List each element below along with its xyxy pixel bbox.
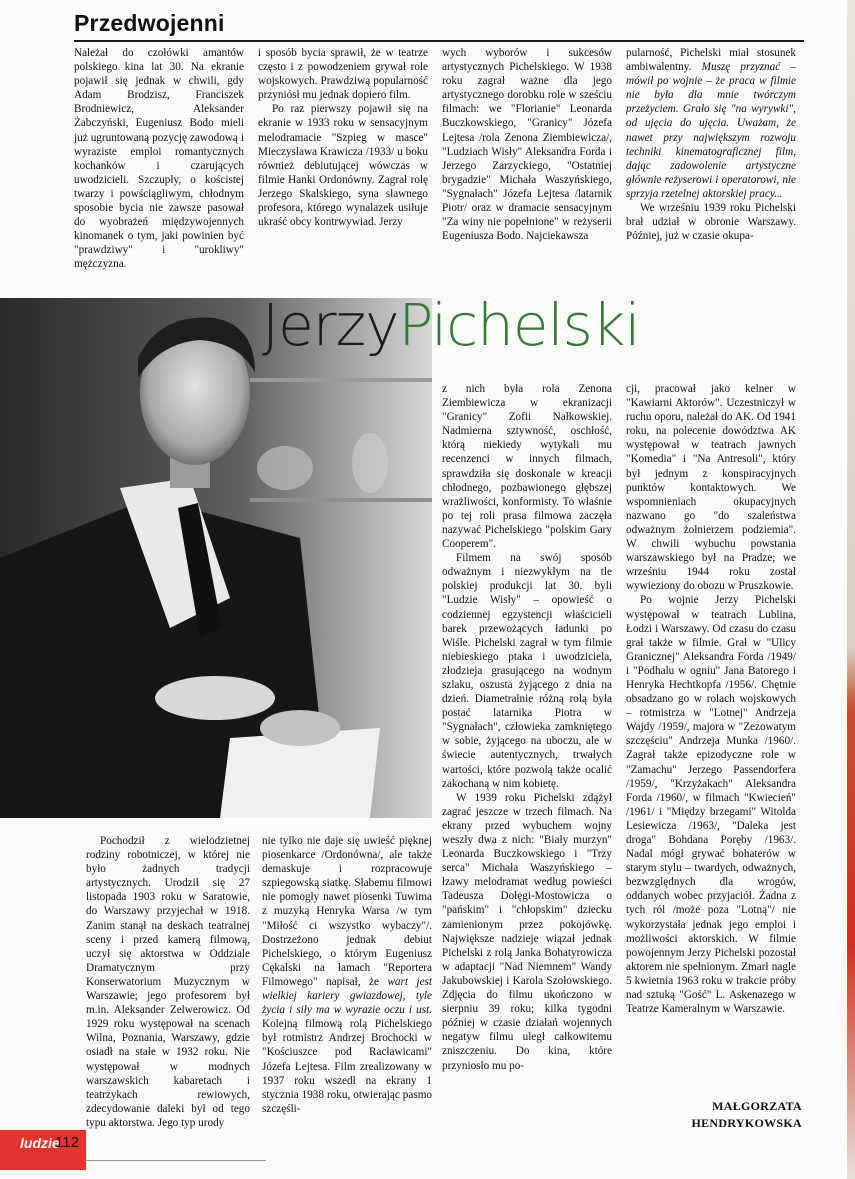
middle-column-1 bbox=[442, 382, 612, 1128]
headline-first-name: Jerzy bbox=[262, 291, 399, 359]
bottom-column-2 bbox=[262, 834, 432, 1130]
paragraph: W 1939 roku Pichelski zdążył zagrać jeszcze w trzech filmach. Na ekrany przed wybuchem wojny weszły dwa z nich: "Biały murzyn" Leonarda Buczkowskiego i "Trzy serca" Michała Waszyńskiego – łzawy melodramat według powieści Tadeusza Dołęgi-Mostowicza o "pańskim" i "chłopskim" dziecku zamienionym przez pokojówkę. Największe nadzieje wiązał jednak Pichelski z rolą Janka Bohatyrowicza w adaptacji "Nad Niemnem" Wandy Jakubowskiej i Karola Szołowskiego. Zdjęcia do filmu ukończono w sierpniu 39 roku; kilka tygodni później w czasie działań wojennych negatyw filmu uległ całkowitemu zniszczeniu. Do kina, które przyniosło mu po- bbox=[442, 791, 612, 1072]
quote: wart jest wielkiej kariery gwiazdowej, tyle życia i siły ma w wyrazie oczu i ust. bbox=[262, 975, 432, 1017]
bottom-column-1 bbox=[86, 834, 250, 1130]
title-rule bbox=[74, 40, 804, 42]
footer-rule bbox=[86, 1160, 266, 1161]
paragraph: cji, pracował jako kelner w "Kawiarni Aktorów". Uczestniczył w ruchu oporu, należał do AK. Od 1941 roku, na polecenie dowództwa AK występował w teatrach jawnych "Komedia" i "Na Antresoli", który był jednym z konspiracyjnych punktów kontaktowych. We wspomnieniach okupacyjnych nazwano go "do szaleństwa odważnym żołnierzem podziemia". W chwili wybuchu powstania warszawskiego był na Pradze; we wrześniu 1944 roku został wywieziony do obozu w Pruszkowie. bbox=[626, 383, 796, 593]
article-headline bbox=[262, 280, 722, 370]
footer-magazine-label: ludzie bbox=[20, 1135, 60, 1151]
author-last-name: HENDRYKOWSKA bbox=[691, 1116, 802, 1130]
middle-column-2 bbox=[626, 382, 796, 1094]
paragraph: Po wojnie Jerzy Pichelski występował w teatrach Lublina, Łodzi i Warszawy. Od czasu do czasu grał także w filmie. Grał w "Ulicy Granicznej" Aleksandra Forda /1949/ i "Podhalu w ogniu" Jana Batorego i Henryka Hechtkopfa /1956/. Chętnie obsadzano go w rolach wojskowych – rotmistrza w "Lotnej" Andrzeja Wajdy /1959/, majora w "Zezowatym szczęściu" Andrzeja Munka /1960/. Zagrał także epizodyczne role w "Zamachu" Jerzego Passendorfera /1959/, "Krzyżakach" Aleksandra Forda /1960/, w filmach "Kwiecień" /1961/ i "Między brzegami" Witolda Lesiewicza /1963/, "Daleka jest droga" Bohdana Poręby /1963/. Nadal mógł grywać bohaterów w starym stylu – twardych, odważnych, bezwzględnych dla wrogów, oddanych wobec przyjaciół. Żadna z tych ról /może poza "Lotną"/ nie wykorzystała jednak jego emploi i możliwości aktorskich. W filmie powojennym Jerzy Pichelski pozostał aktorem nie spełnionym. Zmarł nagle 5 kwietnia 1963 roku w trakcie próby nad sztuką "Gość" L. Askenazego w Teatrze Kameralnym w Warszawie. bbox=[626, 594, 796, 1016]
author-first-name: MAŁGORZATA bbox=[712, 1099, 802, 1113]
portrait-illustration bbox=[0, 298, 432, 818]
paragraph: Filmem na swój sposób odważnym i niezwykłym na tle polskiej produkcji lat 30. byli "Ludzie Wisły" – opowieść o codziennej egzystencji właścicieli barek przewożących ładunki po Wiśle. Pichelski zagrał w tym filmie niebieskiego ptaka i uwodziciela, złodzieja grasującego na wodnym szlaku, oszusta żyjącego z dnia na dzień. Diametralnie różną rolą była postać latarnika Piotra w "Sygnałach", człowieka zamkniętego w sobie, żyjącego na uboczu, ale w świecie autentycznych, trwałych wartości, które pozwolą także ocalić zakochaną w nim kobietę. bbox=[442, 552, 612, 790]
paragraph: z nich była rola Zenona Ziembiewicza w ekranizacji "Granicy" Zofii Nałkowskiej. Nadmierna sztywność, oschłość, którą niekiedy wytykali mu recenzenci w innych filmach, sprawdziła się doskonale w kreacji chłodnego, pozbawionego głębszej wrażliwości, konformisty. To właśnie po tej roli prasa filmowa zaczęła nazywać Pichelskiego "polskim Gary Cooperem". bbox=[442, 383, 612, 551]
paragraph: wych wyborów i sukcesów artystycznych Pichelskiego. W 1938 roku zagrał ważne dla jego artystycznego dorobku role w sześciu filmach: we "Florianie" Leonarda Buczkowskiego, "Granicy" Józefa Lejtesa /rola Zenona Ziembiewicza/, "Ludziach Wisły" Aleksandra Forda i Jerzego Zarzyckiego, "Ostatniej brygadzie" Michała Waszyńskiego, "Sygnałach" Józefa Lejtesa /latarnik Piotr/ oraz w dramacie sensacyjnym "Za winy nie popełnione" w reżyserii Eugeniusza Bodo. Najciekawsza bbox=[442, 47, 612, 243]
top-column-2 bbox=[258, 46, 428, 286]
paragraph-part: Kolejną filmową rolą Pichelskiego był rotmistrz Andrzej Brochocki w "Kościuszce pod Racławicami" Józefa Lejtesa. Film zrealizowany w 1937 roku wszedł na ekrany 1 stycznia 1938 roku, otwierając pasmo szczęśli- bbox=[262, 1018, 432, 1115]
quote: Muszę przyznać – mówił po wojnie – że praca w filmie nie była dla mnie twórczym przeżyciem. Grało się "na wyrywki", od ujęcia do ujęcia. Uważam, że nawet przy największym rozwoju techniki kinematograficznej film, dając zadowolenie artystyczne głównie reżyserowi i operatorowi, nie sprzyja rzetelnej aktorskiej pracy... bbox=[626, 61, 796, 200]
paragraph: i sposób bycia sprawił, że w teatrze często i z powodzeniem grywał role wojskowych. Prawdziwą popularność przyniósł mu jednak dopiero film. bbox=[258, 47, 428, 102]
paragraph-part: nie tylko nie daje się uwieść pięknej piosenkarce /Ordonówna/, ale także demaskuje i rozpracowuje szpiegowską siatkę. Słabemu filmowi nie pomogły nawet piosenki Tuwima z muzyką Henryka Warsa /w tym "Miłość ci wszystko wybaczy"/. Dostrzeżono jednak debiut Pichelskiego, o którym Eugeniusz Cękalski na łamach "Reportera Filmowego" napisał, że bbox=[262, 835, 432, 988]
paragraph: Należał do czołówki amantów polskiego kina lat 30. Na ekranie pojawił się jednak w chwili, gdy Adam Brodzisz, Franciszek Brodniewicz, Aleksander Żabczyński, Eugeniusz Bodo mieli już ugruntowaną pozycję zawodową i wyraziste emploi romantycznych kochanków i czarujących uwodzicieli. Szczupły, o kościstej twarzy i powściągliwym, chłodnym sposobie bycia nie zawsze pasował do wyobrażeń międzywojennych kinomanek o tym, jaki powinien być "prawdziwy" i "urokliwy" mężczyzna. bbox=[74, 47, 244, 271]
paragraph: We wrześniu 1939 roku Pichelski brał udział w obronie Warszawy. Później, już w czasie okupa- bbox=[626, 202, 796, 243]
paragraph: Pochodził z wielodzietnej rodziny robotniczej, w której nie było żadnych tradycji artystycznych. Urodził się 27 listopada 1903 roku w Saratowie, do Warszawy przyjechał w 1918. Zanim stanął na deskach teatralnej sceny i przed kamerą filmową, uczył się aktorstwa w Oddziale Dramatycznym przy Konserwatorium Muzycznym w Warszawie; jego profesorem był m.in. Aleksander Zelwerowicz. Od 1929 roku występował na scenach Wilna, Poznania, Warszawy, gdzie osiadł na stałe w 1932 roku. Nie występował w modnych warszawskich kabaretach i teatrzykach rewiowych, zdecydowanie daleki był od tego typu aktorstwa. Jego typ urody bbox=[86, 835, 250, 1129]
section-title: Przedwojenni bbox=[74, 10, 225, 36]
author-byline bbox=[660, 1098, 802, 1132]
portrait-photo-icon bbox=[0, 298, 432, 818]
paragraph-part: pularność, Pichelski miał stosunek ambiwalentny. bbox=[626, 47, 796, 74]
top-column-3 bbox=[442, 46, 612, 286]
page-number: 112 bbox=[55, 1134, 79, 1151]
top-column-1 bbox=[74, 46, 244, 286]
top-column-4 bbox=[626, 46, 796, 286]
paragraph: Po raz pierwszy pojawił się na ekranie w 1933 roku w sensacyjnym melodramacie "Szpieg w masce" Mieczysława Krawicza /1933/ u boku również debiutującej wówczas w filmie Hanki Ordonówny. Zagrał rolę Jerzego Skalskiego, syna sławnego profesora, którego wynalazek usiłuje ukraść obcy kontrwywiad. Jerzy bbox=[258, 103, 428, 229]
headline-last-name: Pichelski bbox=[398, 291, 640, 359]
page-edge bbox=[847, 0, 855, 1179]
